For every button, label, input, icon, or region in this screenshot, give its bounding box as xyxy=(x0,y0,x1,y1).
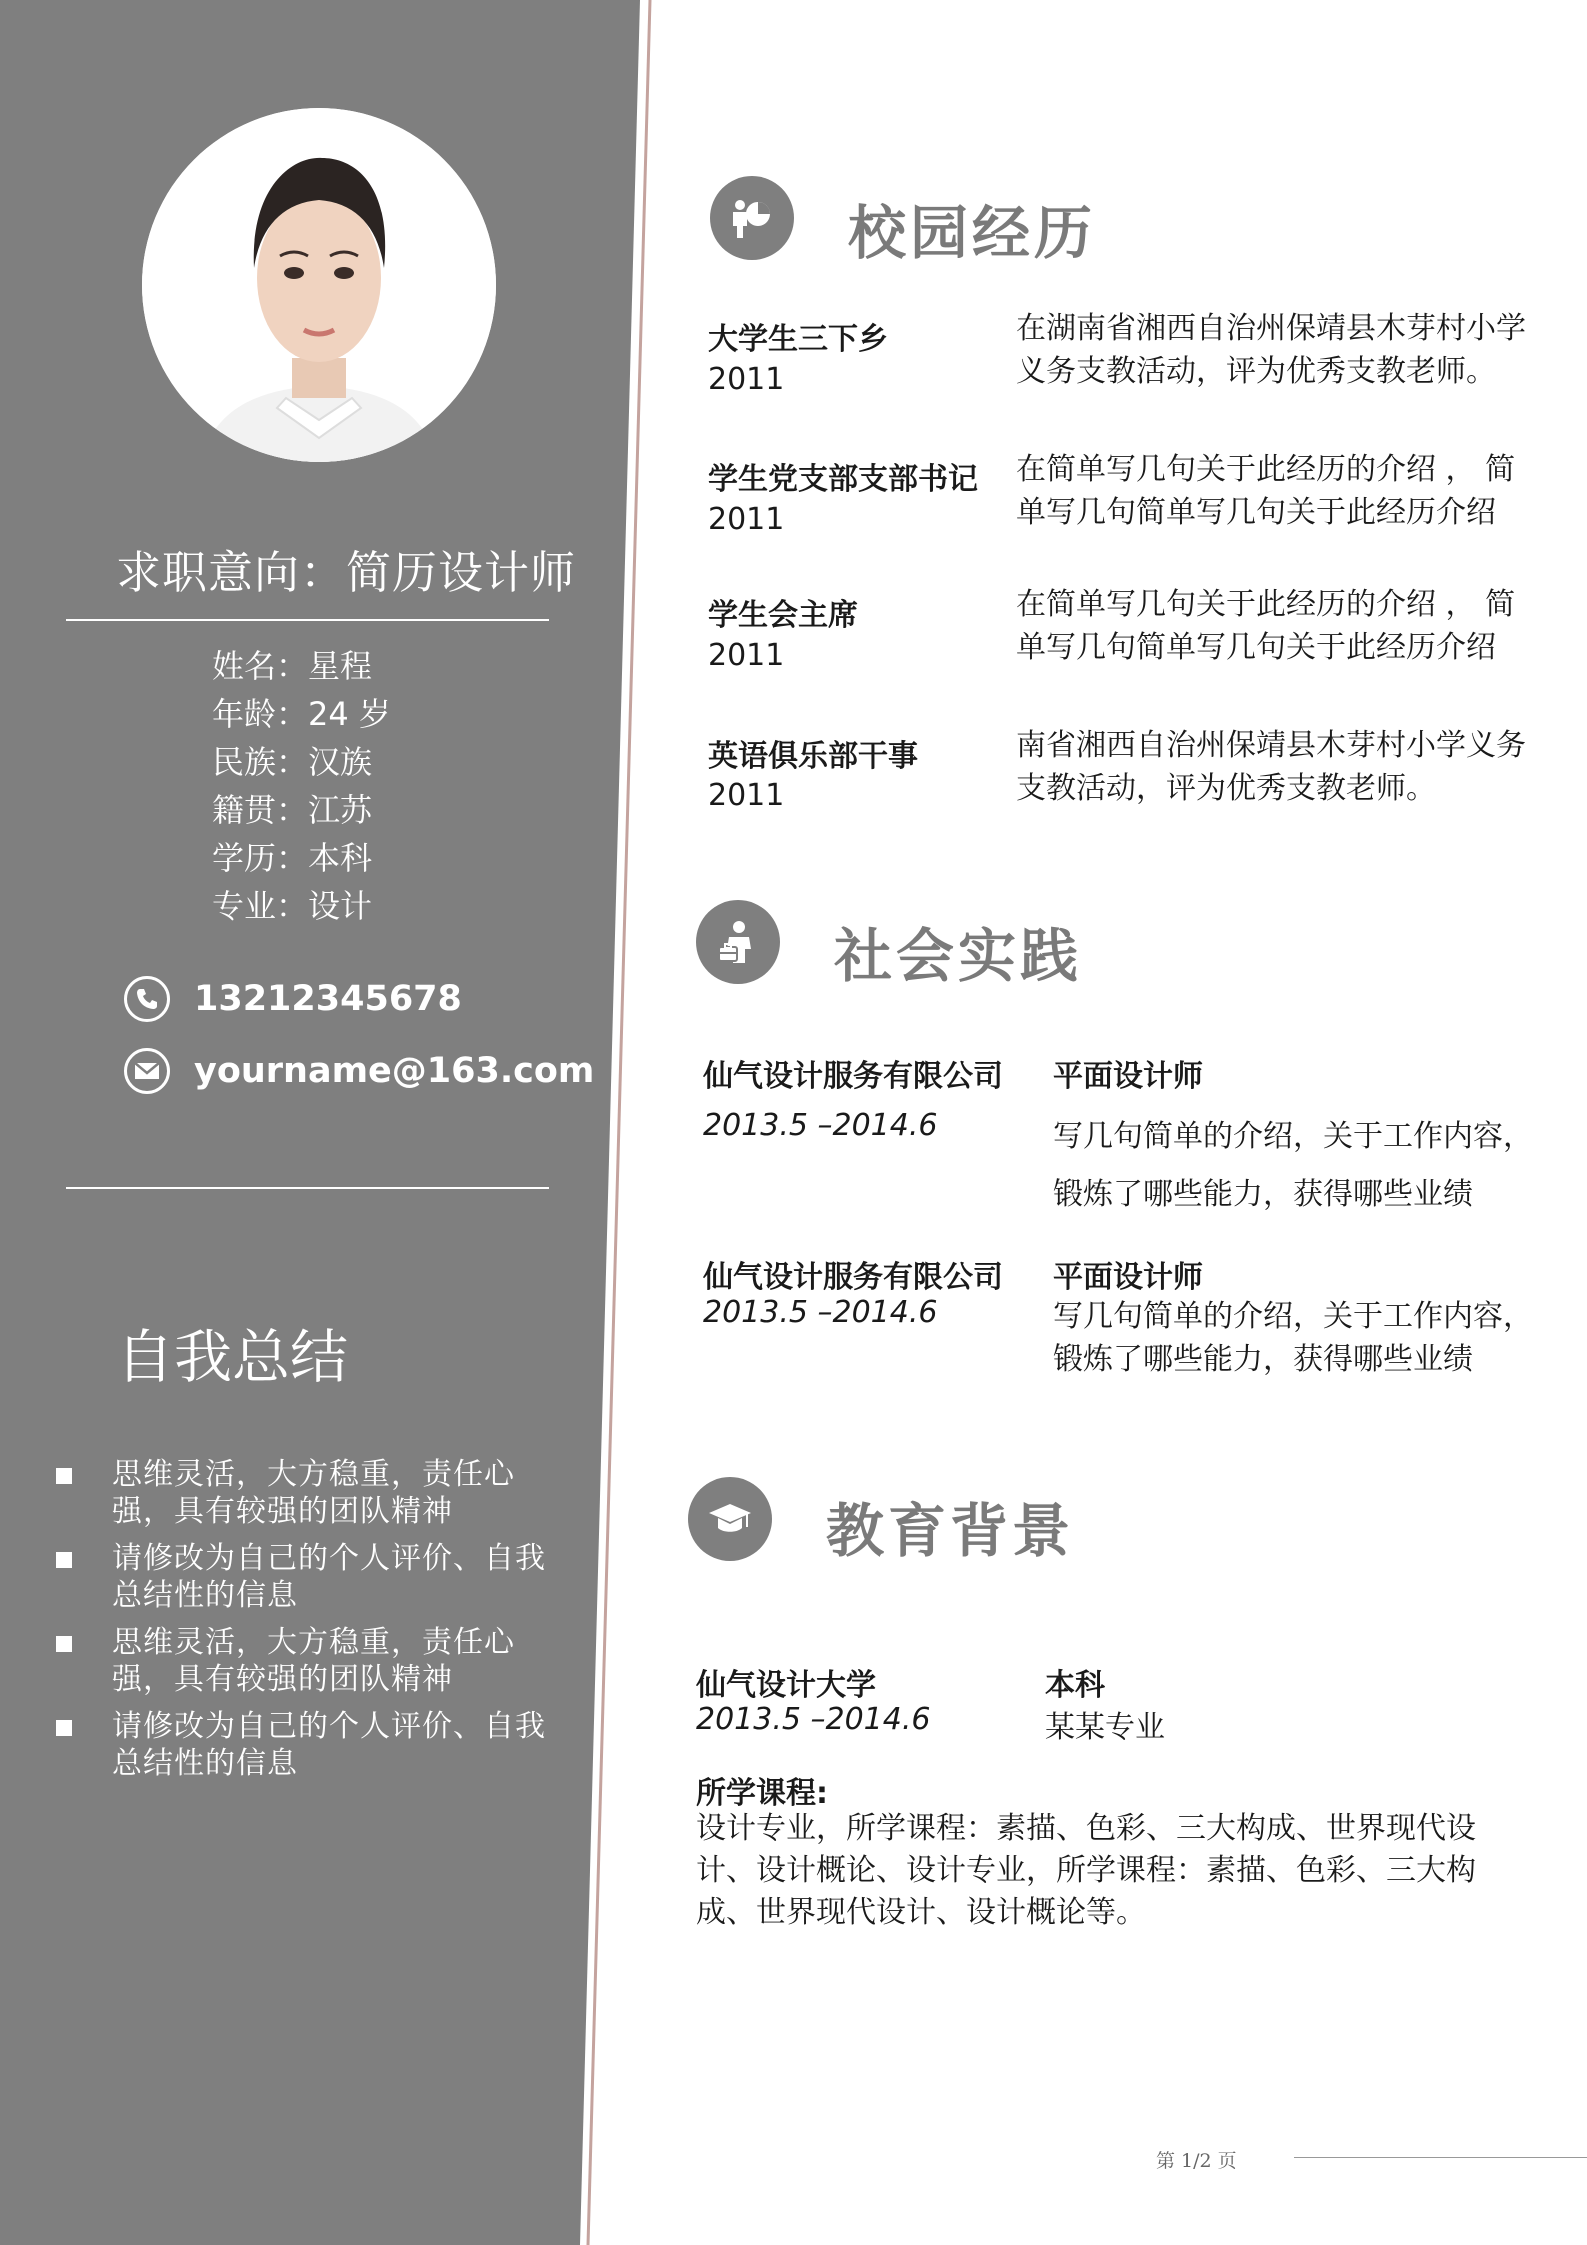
education-major: 某某专业 xyxy=(1045,1710,1165,1745)
practice-company: 仙气设计服务有限公司 xyxy=(703,1260,1003,1295)
divider xyxy=(66,619,549,621)
education-date: 2013.5 –2014.6 xyxy=(696,1702,931,1737)
campus-item-desc: 在简单写几句关于此经历的介绍 ， 简单写几句简单写几句关于此经历介绍 xyxy=(1016,452,1516,530)
campus-item-year: 2011 xyxy=(708,362,785,397)
education-school: 仙气设计大学 xyxy=(696,1668,876,1703)
campus-item-name: 学生会主席 xyxy=(708,598,858,633)
summary-list xyxy=(56,1456,556,1792)
summary-text: 思维灵活，大方稳重，责任心强，具有较强的团队精神 xyxy=(112,1457,515,1529)
campus-item-name: 英语俱乐部干事 xyxy=(708,739,918,774)
list-item xyxy=(56,1624,556,1698)
info-name: 姓名：星程 xyxy=(212,647,373,685)
job-intent: 求职意向：简历设计师 xyxy=(116,546,577,599)
practice-company: 仙气设计服务有限公司 xyxy=(703,1059,1003,1094)
practice-date: 2013.5 –2014.6 xyxy=(703,1108,938,1143)
section-title-education: 教育背景 xyxy=(826,1497,1075,1565)
presentation-icon xyxy=(710,176,794,260)
section-title-campus: 校园经历 xyxy=(848,199,1097,267)
phone-icon xyxy=(124,976,170,1022)
campus-item-name: 学生党支部支部书记 xyxy=(708,462,978,497)
page-number: 第 1/2 页 xyxy=(1156,2150,1237,2172)
personal-info xyxy=(212,642,391,930)
list-item xyxy=(56,1540,556,1614)
campus-item-desc: 在简单写几句关于此经历的介绍 ， 简单写几句简单写几句关于此经历介绍 xyxy=(1016,587,1516,665)
envelope-icon xyxy=(124,1048,170,1094)
info-hometown: 籍贯：江苏 xyxy=(212,791,373,829)
summary-text: 请修改为自己的个人评价、自我总结性的信息 xyxy=(112,1541,546,1613)
list-item xyxy=(56,1708,556,1782)
info-major: 专业：设计 xyxy=(212,887,373,925)
summary-title: 自我总结 xyxy=(116,1323,349,1391)
bullet-icon xyxy=(56,1552,72,1568)
education-degree: 本科 xyxy=(1045,1668,1105,1703)
graduation-cap-icon xyxy=(688,1477,772,1561)
campus-item-year: 2011 xyxy=(708,502,785,537)
practice-role: 平面设计师 xyxy=(1053,1260,1203,1295)
campus-item-year: 2011 xyxy=(708,778,785,813)
practice-desc: 写几句简单的介绍，关于工作内容，锻炼了哪些能力，获得哪些业绩 xyxy=(1053,1119,1533,1212)
portrait-photo xyxy=(142,108,496,462)
summary-text: 思维灵活，大方稳重，责任心强，具有较强的团队精神 xyxy=(112,1625,515,1697)
section-title-practice: 社会实践 xyxy=(834,922,1083,990)
list-item xyxy=(56,1456,556,1530)
briefcase-person-icon xyxy=(696,900,780,984)
practice-desc: 写几句简单的介绍，关于工作内容，锻炼了哪些能力，获得哪些业绩 xyxy=(1053,1299,1533,1377)
avatar xyxy=(142,108,496,462)
bullet-icon xyxy=(56,1720,72,1736)
campus-item-name: 大学生三下乡 xyxy=(708,322,888,357)
contact-phone xyxy=(124,976,462,1022)
education-courses: 设计专业，所学课程：素描、色彩、三大构成、世界现代设计、设计概论、设计专业，所学课程：素描、色彩、三大构成、世界现代设计、设计概论等。 xyxy=(696,1811,1476,1930)
footer-line xyxy=(1294,2157,1587,2158)
bullet-icon xyxy=(56,1468,72,1484)
contact-email xyxy=(124,1048,594,1094)
practice-date: 2013.5 –2014.6 xyxy=(703,1295,938,1330)
campus-item-desc: 在湖南省湘西自治州保靖县木芽村小学义务支教活动，评为优秀支教老师。 xyxy=(1016,311,1526,389)
bullet-icon xyxy=(56,1636,72,1652)
info-education: 学历：本科 xyxy=(212,839,373,877)
info-age: 年龄：24 岁 xyxy=(212,695,391,733)
education-courses-label: 所学课程: xyxy=(696,1776,828,1811)
phone-number: 13212345678 xyxy=(194,979,462,1019)
divider xyxy=(66,1187,549,1189)
summary-text: 请修改为自己的个人评价、自我总结性的信息 xyxy=(112,1709,546,1781)
campus-item-desc: 南省湘西自治州保靖县木芽村小学义务支教活动，评为优秀支教老师。 xyxy=(1016,728,1526,806)
email-address: yourname@163.com xyxy=(194,1051,595,1091)
info-ethnicity: 民族：汉族 xyxy=(212,743,373,781)
campus-item-year: 2011 xyxy=(708,638,785,673)
practice-role: 平面设计师 xyxy=(1053,1059,1203,1094)
